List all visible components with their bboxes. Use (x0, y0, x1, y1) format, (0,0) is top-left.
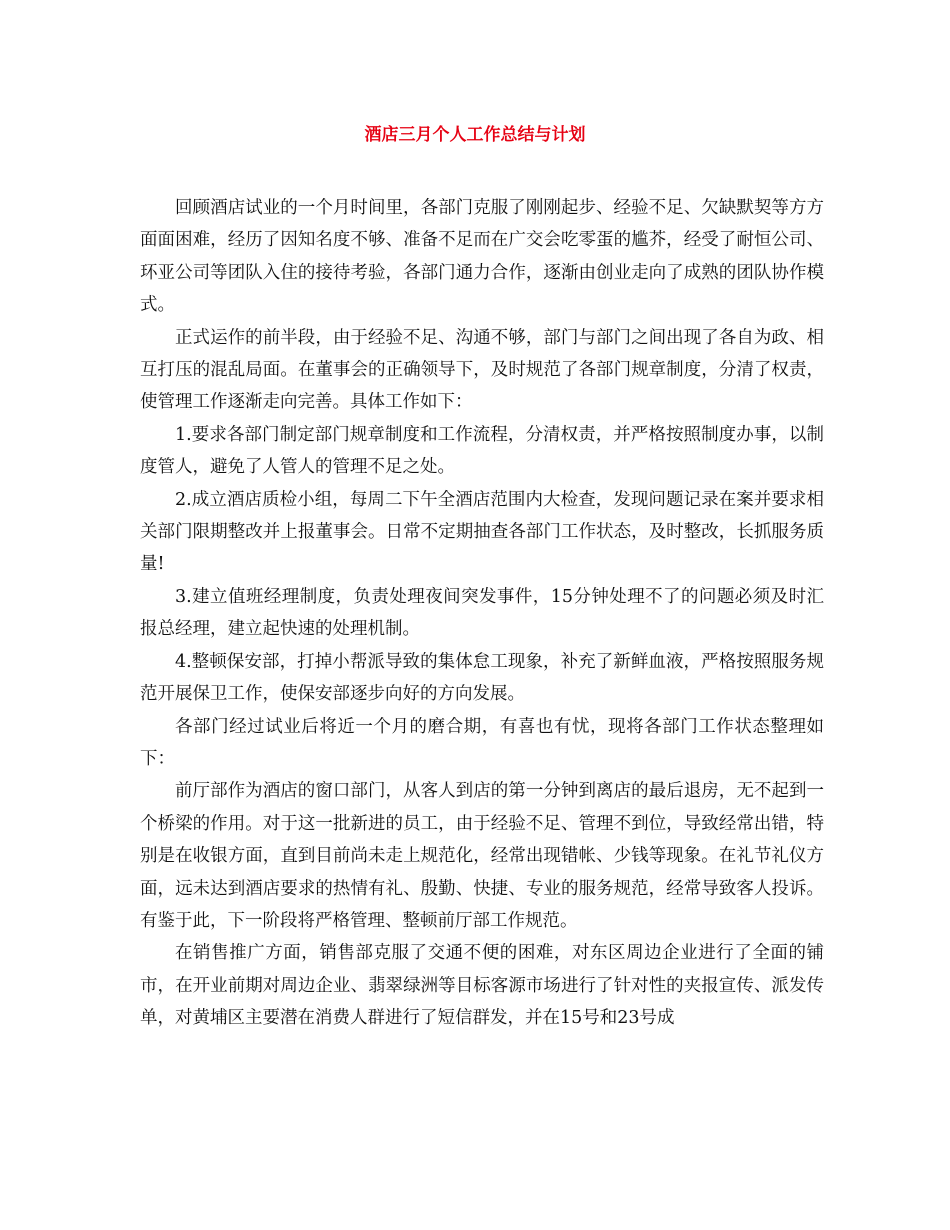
paragraph-item-1: 1.要求各部门制定部门规章制度和工作流程，分清权责，并严格按照制度办事，以制度管人，避免了人管人的管理不足之处。 (140, 424, 824, 478)
paragraph-front-office: 前厅部作为酒店的窗口部门，从客人到店的第一分钟到离店的最后退房，无不起到一个桥梁的作用。对于这一批新进的员工，由于经验不足、管理不到位，导致经常出错，特别是在收银方面，直到目前尚未走上规范化，经常出现错帐、少钱等现象。在礼节礼仪方面，远未达到酒店要求的热情有礼、殷勤、快捷、专业的服务规范，经常导致客人投诉。有鉴于此，下一阶段将严格管理、整顿前厅部工作规范。 (140, 781, 824, 931)
paragraph-intro: 回顾酒店试业的一个月时间里，各部门克服了刚刚起步、经验不足、欠缺默契等方方面面困难，经历了因知名度不够、准备不足而在广交会吃零蛋的尴芥，经受了耐恒公司、环亚公司等团队入住的接待考验，各部门通力合作，逐渐由创业走向了成熟的团队协作模式。 (140, 198, 824, 316)
paragraph-department-status: 各部门经过试业后将近一个月的磨合期，有喜也有忧，现将各部门工作状态整理如下： (140, 716, 824, 769)
paragraph-item-2: 2.成立酒店质检小组，每周二下午全酒店范围内大检查，发现问题记录在案并要求相关部门限期整改并上报董事会。日常不定期抽查各部门工作状态，及时整改，长抓服务质量! (140, 489, 824, 575)
paragraph-item-4: 4.整顿保安部，打掉小帮派导致的集体怠工现象，补充了新鲜血液，严格按照服务规范开展保卫工作，使保安部逐步向好的方向发展。 (140, 651, 824, 705)
paragraph-early-operation: 正式运作的前半段，由于经验不足、沟通不够，部门与部门之间出现了各自为政、相互打压的混乱局面。在董事会的正确领导下，及时规范了各部门规章制度，分清了权责，使管理工作逐渐走向完善。具体工作如下： (140, 327, 824, 413)
paragraph-item-3: 3.建立值班经理制度，负责处理夜间突发事件，15分钟处理不了的问题必须及时汇报总经理，建立起快速的处理机制。 (140, 586, 824, 640)
paragraph-sales: 在销售推广方面，销售部克服了交通不便的困难，对东区周边企业进行了全面的铺市，在开业前期对周边企业、翡翠绿洲等目标客源市场进行了针对性的夹报宣传、派发传单，对黄埔区主要潜在消费人群进行了短信群发，并在15号和23号成 (140, 943, 824, 1029)
document-body (140, 192, 824, 1035)
document-title: 酒店三月个人工作总结与计划 (364, 125, 586, 145)
